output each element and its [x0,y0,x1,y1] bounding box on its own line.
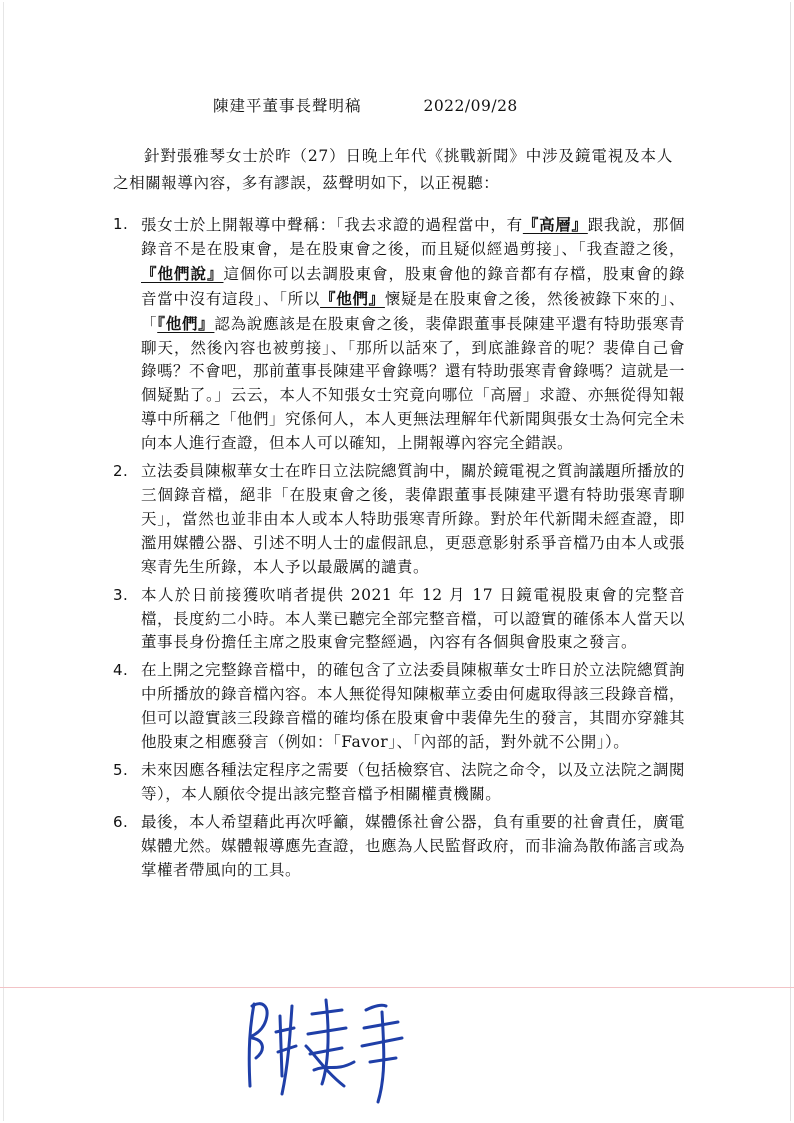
document-header [213,94,518,116]
item-text: 最後，本人希望藉此再次呼籲，媒體係社會公器，負有重要的社會責任，廣電媒體尤然。媒體報導應先查證，也應為人民監督政府，而非淪為散佈謠言或為掌權者帶風向的工具。 [141,812,686,879]
statement-item-2 [113,460,685,580]
item-number: 2. [113,462,129,481]
emphasis-term: 『高層』 [522,215,588,234]
item-number: 6. [113,812,129,831]
item-number: 5. [113,760,129,779]
document-date: 2022/09/28 [423,97,518,115]
item-text: 未來因應各種法定程序之需要（包括檢察官、法院之命令，以及立法院之調閱等），本人願依令提出該完整音檔予相關權責機關。 [141,760,686,803]
emphasis-term: 『他們』 [157,313,215,333]
statement-item-3 [113,584,685,656]
handwritten-signature [236,976,426,1106]
statement-item-4 [113,659,685,755]
emphasis-term: 『他們』 [320,288,385,308]
item-text: 本人於日前接獲吹哨者提供 2021 年 12 月 17 日鏡電視股東會的完整音檔，長度約二小時。本人業已聽完全部完整音檔，可以證實的確係本人當天以董事長身份擔任主席之股東會完整經過，內容有各個與會股東之發言。 [141,585,686,652]
item-number: 3. [113,585,129,604]
emphasis-term: 『他們說』 [141,263,224,283]
statement-list [113,213,685,882]
item-number: 4. [113,661,129,680]
statement-item-5 [113,759,685,807]
item-text: 立法委員陳椒華女士在昨日立法院總質詢中，關於鏡電視之質詢議題所播放的三個錄音檔，絕非「在股東會之後，裴偉跟董事長陳建平還有特助張寒青聊天」，當然也並非由本人或本人特助張寒青所錄。對於年代新聞未經查證，即濫用媒體公器、引述不明人士的虛假訊息，更惡意影射系爭音檔乃由本人或張寒青先生所錄，本人予以最嚴厲的譴責。 [141,462,686,576]
item-text: 張女士於上開報導中聲稱：「我去求證的過程當中，有『高層』跟我說，那個錄音不是在股東會，是在股東會之後，而且疑似經過剪接」、「我查證之後，『他們說』這個你可以去調股東會，股東會他的錄音都有存檔，股東會的錄音當中沒有這段」、「所以『他們』懷疑是在股東會之後，然後被錄下來的」、「『他們』認為說應該是在股東會之後，裴偉跟董事長陳建平還有特助張寒青聊天，然後內容也被剪接」、「那所以話來了，到底誰錄音的呢？裴偉自己會錄嗎？不會吧，那前董事長陳建平會錄嗎？還有特助張寒青會錄嗎？這就是一個疑點了。」云云，本人不知張女士究竟向哪位「高層」求證、亦無從得知報導中所稱之「他們」究係何人，本人更無法理解年代新聞與張女士為何完全未向本人進行查證，但本人可以確知，上開報導內容完全錯誤。 [141,215,686,453]
statement-item-6 [113,811,685,883]
intro-paragraph: 針對張雅琴女士於昨（27）日晚上年代《挑戰新聞》中涉及鏡電視及本人之相關報導內容，多有謬誤，茲聲明如下，以正視聽： [113,147,673,192]
item-text: 在上開之完整錄音檔中，的確包含了立法委員陳椒華女士昨日於立法院總質詢中所播放的錄音檔內容。本人無從得知陳椒華立委由何處取得該三段錄音檔，但可以證實該三段錄音檔的確均係在股東會中裴偉先生的發言，其間亦穿雜其他股東之相應發言（例如：「Favor」、「內部的話，對外就不公開」）。 [141,661,686,752]
statement-item-1 [113,213,685,456]
item-number: 1. [113,215,129,233]
document-title: 陳建平董事長聲明稿 [213,97,362,115]
